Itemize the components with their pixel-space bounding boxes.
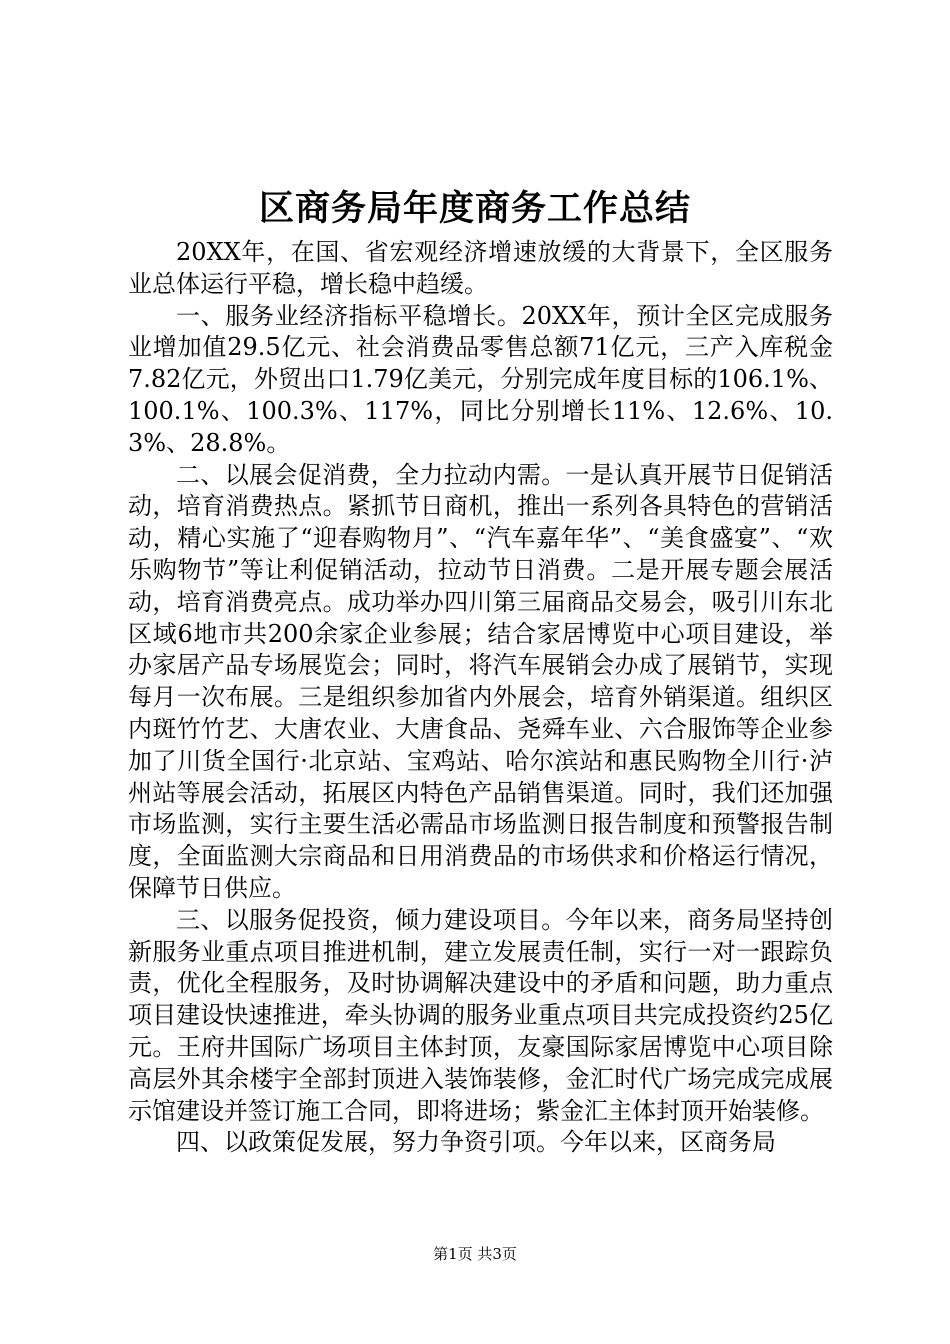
paragraph-section-2: 二、以展会促消费，全力拉动内需。一是认真开展节日促销活动，培育消费热点。紧抓节日商机，推出一系列各具特色的营销活动，精心实施了“迎春购物月”、“汽车嘉年华”、“美食盛宴”、“欢乐购物节”等让利促销活动，拉动节日消费。二是开展专题会展活动，培育消费亮点。成功举办四川第三届商品交易会，吸引川东北区域6地市共200余家企业参展；结合家居博览中心项目建设，举办家居产品专场展览会；同时，将汽车展销会办成了展销节，实现每月一次布展。三是组织参加省内外展会，培育外销渠道。组织区内斑竹竹艺、大唐农业、大唐食品、尧舜车业、六合服饰等企业参加了川货全国行·北京站、宝鸡站、哈尔滨站和惠民购物全川行·泸州站等展会活动，拓展区内特色产品销售渠道。同时，我们还加强市场监测，实行主要生活必需品市场监测日报告制度和预警报告制度，全面监测大宗商品和日用消费品的市场供求和价格运行情况，保障节日供应。 (128, 460, 833, 902)
paragraph-section-4: 四、以政策促发展，努力争资引项。今年以来，区商务局 (176, 1128, 776, 1157)
paragraph-section-3: 三、以服务促投资，倾力建设项目。今年以来，商务局坚持创新服务业重点项目推进机制，建立发展责任制，实行一对一跟踪负责，优化全程服务，及时协调解决建设中的矛盾和问题，助力重点项目建设快速推进，牵头协调的服务业重点项目共完成投资约25亿元。王府井国际广场项目主体封顶，友豪国际家居博览中心项目除高层外其余楼宇全部封顶进入装饰装修，金汇时代广场完成完成展示馆建设并签订施工合同，即将进场；紫金汇主体封顶开始装修。 (128, 905, 833, 1125)
document-body (128, 237, 833, 1159)
page-number-footer: 第1页 共3页 (433, 1245, 517, 1263)
paragraph-section-1: 一、服务业经济指标平稳增长。20XX年，预计全区完成服务业增加值29.5亿元、社会消费品零售总额71亿元，三产入库税金7.82亿元，外贸出口1.79亿美元，分别完成年度目标的106.1%、100.1%、100.3%、117%，同比分别增长11%、12.6%、10.3%、28.8%。 (128, 301, 833, 457)
paragraph-intro: 20XX年，在国、省宏观经济增速放缓的大背景下，全区服务业总体运行平稳，增长稳中趋缓。 (128, 238, 833, 298)
document-title: 区商务局年度商务工作总结 (258, 188, 691, 229)
